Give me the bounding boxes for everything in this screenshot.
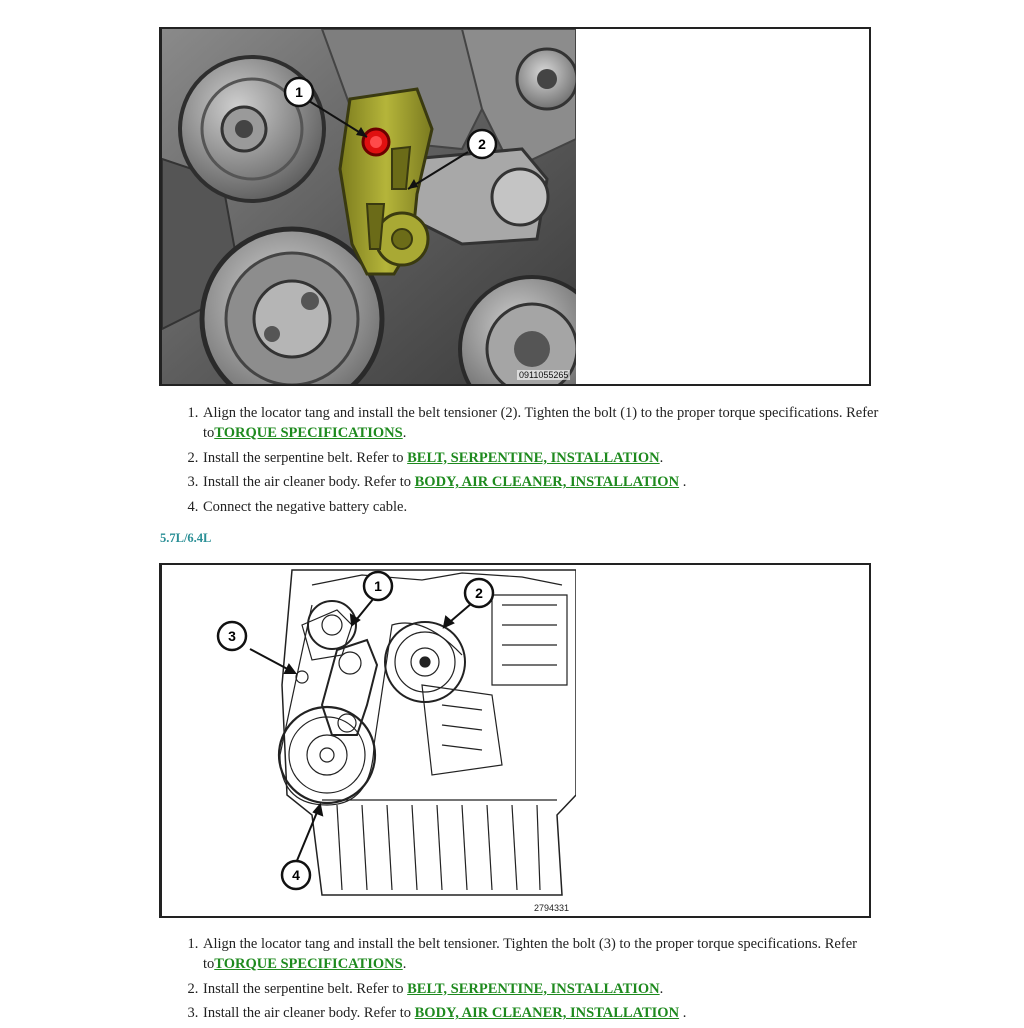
callout-1 (285, 78, 313, 106)
svg-text:2: 2 (478, 136, 486, 152)
link-torque-specifications[interactable]: TORQUE SPECIFICATIONS (214, 425, 403, 441)
section-heading-engine: 5.7L/6.4L (160, 531, 212, 545)
figure-belt-tensioner-3d (159, 27, 871, 386)
callout-2 (465, 579, 493, 607)
list-item: 2. Install the serpentine belt. Refer to BELT, SERPENTINE, INSTALLATION. (202, 979, 892, 999)
installation-steps-list (160, 934, 892, 1028)
figure-image-id: 0911055265 (519, 370, 569, 380)
callout-1 (364, 572, 392, 600)
list-item: 3. Install the air cleaner body. Refer to BODY, AIR CLEANER, INSTALLATION . (202, 472, 892, 492)
figure-image-id: 2794331 (534, 903, 570, 913)
link-belt-serpentine-installation[interactable]: BELT, SERPENTINE, INSTALLATION (407, 980, 660, 997)
list-item: 4. Connect the negative battery cable. (202, 497, 892, 517)
svg-text:1: 1 (295, 84, 303, 100)
callout-4 (282, 861, 310, 889)
callout-2 (468, 130, 496, 158)
installation-steps-list (160, 403, 892, 521)
link-torque-specifications[interactable]: TORQUE SPECIFICATIONS (214, 956, 403, 972)
figure-belt-tensioner-line-art (159, 563, 871, 918)
list-item: 3. Install the air cleaner body. Refer to BODY, AIR CLEANER, INSTALLATION . (202, 1003, 892, 1023)
engine-illustration-color (162, 29, 576, 384)
svg-text:1: 1 (374, 578, 382, 594)
svg-text:2: 2 (475, 585, 483, 601)
svg-text:4: 4 (292, 867, 300, 883)
link-body-air-cleaner-installation[interactable]: BODY, AIR CLEANER, INSTALLATION (414, 1005, 680, 1021)
svg-text:3: 3 (228, 628, 236, 644)
callout-3 (218, 622, 246, 650)
list-item: 1. Align the locator tang and install the belt tensioner. Tighten the bolt (3) to the proper torque specifications. Refer toTORQUE SPECIFICATIONS. (202, 934, 892, 974)
link-body-air-cleaner-installation[interactable]: BODY, AIR CLEANER, INSTALLATION (414, 474, 680, 490)
list-item: 2. Install the serpentine belt. Refer to BELT, SERPENTINE, INSTALLATION. (202, 448, 892, 468)
list-item: 1. Align the locator tang and install the belt tensioner (2). Tighten the bolt (1) to the proper torque specifications. Refer toTORQUE SPECIFICATIONS. (202, 403, 892, 443)
engine-illustration-line-art (162, 565, 576, 916)
link-belt-serpentine-installation[interactable]: BELT, SERPENTINE, INSTALLATION (407, 449, 660, 466)
